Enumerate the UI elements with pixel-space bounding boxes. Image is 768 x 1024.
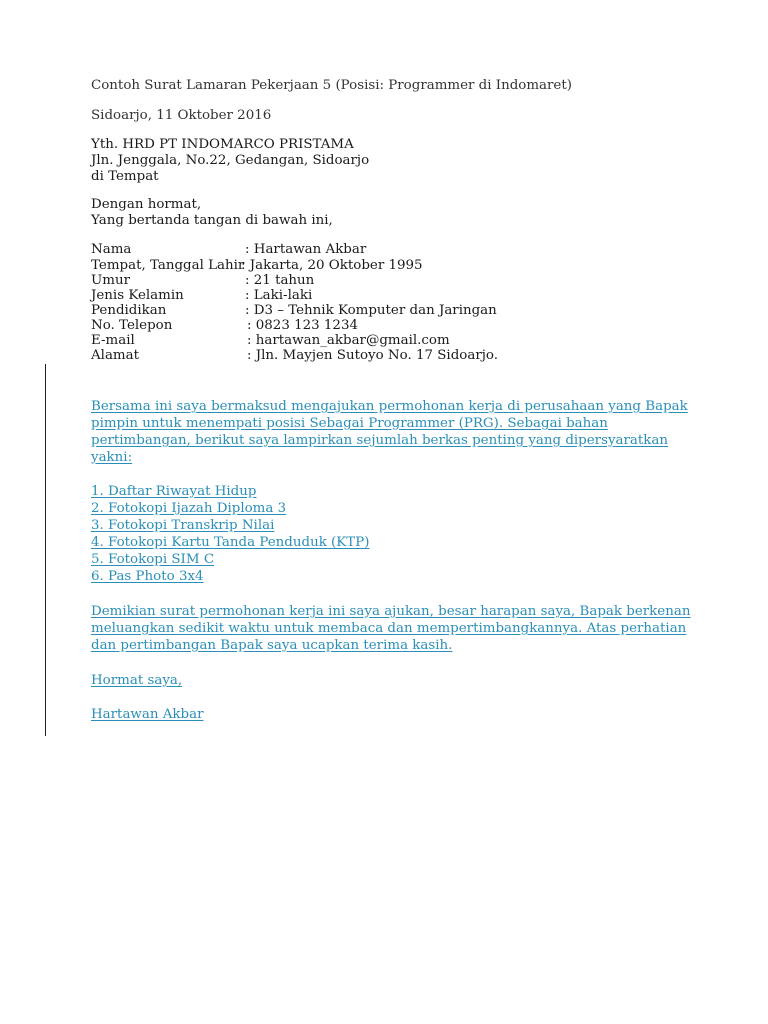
- signature-name[interactable]: Hartawan Akbar: [91, 707, 204, 722]
- recipient-line-3: di Tempat: [91, 169, 159, 184]
- list-item[interactable]: [91, 483, 369, 500]
- closing-paragraph[interactable]: [91, 603, 691, 654]
- biodata-label: Nama: [91, 242, 132, 257]
- intro-line[interactable]: yakni:: [91, 450, 133, 465]
- change-bar: [45, 364, 46, 736]
- intro-line[interactable]: Bersama ini saya bermaksud mengajukan permohonan kerja di perusahaan yang Bapak: [91, 399, 688, 414]
- sign-off-text[interactable]: Hormat saya,: [91, 673, 183, 688]
- attachment-link[interactable]: 2. Fotokopi Ijazah Diploma 3: [91, 501, 287, 516]
- salutation-line-2: Yang bertanda tangan di bawah ini,: [91, 213, 333, 228]
- recipient-line-1: Yth. HRD PT INDOMARCO PRISTAMA: [91, 137, 354, 152]
- intro-paragraph[interactable]: [91, 398, 691, 466]
- sign-off[interactable]: [91, 672, 691, 689]
- biodata-label: No. Telepon: [91, 318, 173, 333]
- closing-line[interactable]: dan pertimbangan Bapak saya ucapkan terima kasih.: [91, 638, 453, 653]
- attachment-link[interactable]: 5. Fotokopi SIM C: [91, 552, 215, 567]
- biodata-value: : 0823 123 1234: [247, 318, 358, 333]
- intro-line[interactable]: pertimbangan, berikut saya lampirkan sejumlah berkas penting yang dipersyaratkan: [91, 433, 668, 448]
- biodata-label: Pendidikan: [91, 303, 167, 318]
- biodata-label: Jenis Kelamin: [91, 288, 184, 303]
- list-item[interactable]: [91, 568, 369, 585]
- recipient-block: [91, 137, 369, 185]
- signature[interactable]: [91, 706, 691, 723]
- biodata-label: Umur: [91, 273, 131, 288]
- list-item[interactable]: [91, 551, 369, 568]
- closing-line[interactable]: Demikian surat permohonan kerja ini saya ajukan, besar harapan saya, Bapak berkenan: [91, 604, 691, 619]
- attachment-link[interactable]: 1. Daftar Riwayat Hidup: [91, 484, 257, 499]
- document-title: Contoh Surat Lamaran Pekerjaan 5 (Posisi: Programmer di Indomaret): [91, 78, 572, 93]
- intro-line[interactable]: pimpin untuk menempati posisi Sebagai Programmer (PRG). Sebagai bahan: [91, 416, 608, 431]
- biodata-value: : Jakarta, 20 Oktober 1995: [241, 258, 423, 273]
- list-item[interactable]: [91, 517, 369, 534]
- attachment-link[interactable]: 6. Pas Photo 3x4: [91, 569, 204, 584]
- attachment-link[interactable]: 4. Fotokopi Kartu Tanda Penduduk (KTP): [91, 535, 370, 550]
- biodata-value: : 21 tahun: [245, 273, 315, 288]
- list-item[interactable]: [91, 534, 369, 551]
- attachments-list: [91, 483, 369, 585]
- salutation-line-1: Dengan hormat,: [91, 197, 202, 212]
- attachment-link[interactable]: 3. Fotokopi Transkrip Nilai: [91, 518, 275, 533]
- biodata-label: Tempat, Tanggal Lahir: [91, 258, 245, 273]
- biodata-value: : D3 – Tehnik Komputer dan Jaringan: [245, 303, 497, 318]
- list-item[interactable]: [91, 500, 369, 517]
- salutation-block: [91, 197, 333, 229]
- biodata-value: : Jln. Mayjen Sutoyo No. 17 Sidoarjo.: [247, 348, 498, 363]
- biodata-label: Alamat: [91, 348, 139, 363]
- biodata-value: : Laki-laki: [245, 288, 313, 303]
- biodata-label: E-mail: [91, 333, 135, 348]
- closing-line[interactable]: meluangkan sedikit waktu untuk membaca dan mempertimbangkannya. Atas perhatian: [91, 621, 687, 636]
- letter-date: Sidoarjo, 11 Oktober 2016: [91, 108, 272, 123]
- recipient-line-2: Jln. Jenggala, No.22, Gedangan, Sidoarjo: [91, 153, 370, 168]
- biodata-value: : hartawan_akbar@gmail.com: [247, 333, 450, 348]
- biodata-value: : Hartawan Akbar: [245, 242, 367, 257]
